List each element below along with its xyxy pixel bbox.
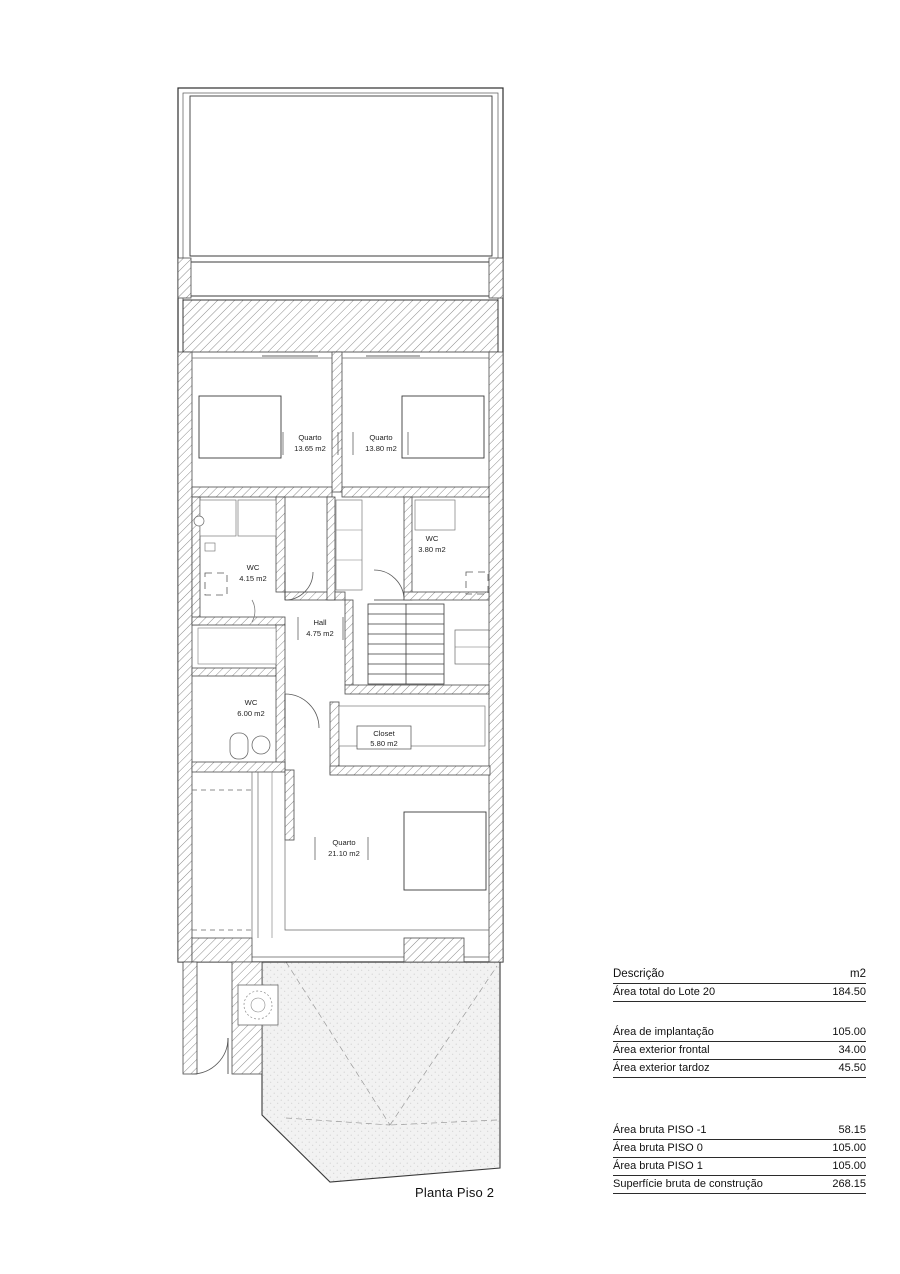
room-label-name: WC — [244, 698, 258, 707]
table-header-description: Descrição — [613, 968, 665, 980]
row-value: 45.50 — [838, 1062, 866, 1074]
exterior-rear-area — [183, 962, 500, 1182]
table-row — [613, 1042, 866, 1059]
room-label-area: 3.80 m2 — [418, 545, 446, 554]
room-label-area: 4.15 m2 — [239, 574, 267, 583]
room-label-name: WC — [425, 534, 439, 543]
room-label-name: Quarto — [369, 433, 393, 442]
table-row — [613, 1176, 866, 1193]
room-label-name: Hall — [313, 618, 327, 627]
row-label: Área exterior tardoz — [613, 1062, 710, 1074]
walls — [178, 258, 503, 1074]
room-label — [357, 726, 411, 749]
table-row — [613, 1158, 866, 1175]
room-label — [315, 837, 368, 860]
row-value: 34.00 — [838, 1044, 866, 1056]
room-label-area: 4.75 m2 — [306, 629, 334, 638]
areas-table — [613, 966, 866, 1194]
room-label — [283, 432, 338, 455]
row-label: Área de implantação — [613, 1026, 714, 1038]
room-label-name: WC — [246, 563, 260, 572]
room-label-area: 6.00 m2 — [237, 709, 265, 718]
room-label — [418, 534, 445, 554]
table-row — [613, 1060, 866, 1077]
row-label: Área bruta PISO -1 — [613, 1124, 707, 1136]
table-row — [613, 1024, 866, 1041]
spacer — [613, 1100, 866, 1122]
divider — [613, 1193, 866, 1194]
row-label: Área total do Lote 20 — [613, 986, 716, 998]
room-label — [298, 617, 343, 640]
spacer — [613, 1078, 866, 1100]
row-label: Área exterior frontal — [613, 1044, 710, 1056]
table-header-row — [613, 966, 866, 983]
room-label-name: Quarto — [332, 838, 356, 847]
room-label-name: Quarto — [298, 433, 322, 442]
row-value: 105.00 — [832, 1160, 866, 1172]
room-label-area: 13.65 m2 — [294, 444, 326, 453]
row-value: 184.50 — [832, 986, 866, 998]
room-label-area: 13.80 m2 — [365, 444, 397, 453]
room-label — [237, 698, 264, 718]
row-value: 58.15 — [838, 1124, 866, 1136]
row-label: Superfície bruta de construção — [613, 1178, 763, 1190]
row-label: Área bruta PISO 0 — [613, 1142, 703, 1154]
spacer — [613, 1002, 866, 1024]
row-label: Área bruta PISO 1 — [613, 1160, 703, 1172]
table-row — [613, 984, 866, 1001]
room-label — [239, 563, 266, 583]
terrace-void — [183, 96, 498, 296]
table-row — [613, 1140, 866, 1157]
room-label — [353, 432, 408, 455]
room-label-area: 21.10 m2 — [328, 849, 360, 858]
table-header-unit: m2 — [850, 968, 866, 980]
row-value: 268.15 — [832, 1178, 866, 1190]
row-value: 105.00 — [832, 1026, 866, 1038]
table-row — [613, 1122, 866, 1139]
room-label-area: 5.80 m2 — [370, 739, 398, 748]
row-value: 105.00 — [832, 1142, 866, 1154]
room-label-name: Closet — [373, 729, 395, 738]
plan-caption: Planta Piso 2 — [415, 1185, 495, 1200]
